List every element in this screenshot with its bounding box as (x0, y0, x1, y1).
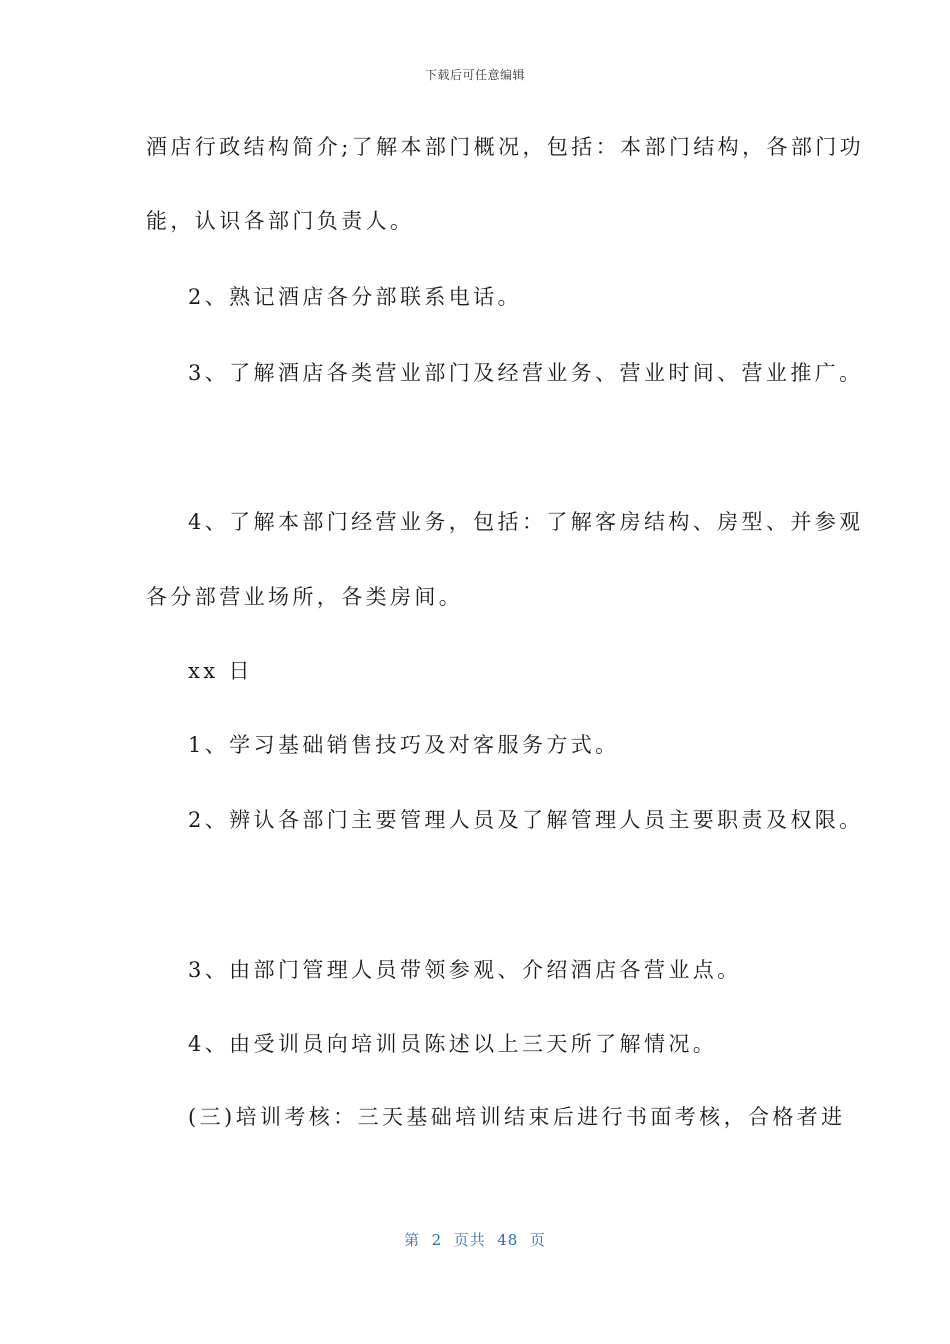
body-line-7: xx 日 (188, 659, 253, 683)
body-line-12: (三)培训考核：三天基础培训结束后进行书面考核，合格者进 (188, 1105, 846, 1129)
body-line-8: 1、学习基础销售技巧及对客服务方式。 (188, 733, 620, 757)
page-header: 下载后可任意编辑 (424, 68, 525, 82)
body-line-2: 能，认识各部门负责人。 (146, 209, 415, 233)
page-footer: 第 2 页共 48 页 (404, 1231, 546, 1249)
body-line-11: 4、由受训员向培训员陈述以上三天所了解情况。 (188, 1032, 718, 1056)
body-line-9: 2、辨认各部门主要管理人员及了解管理人员主要职责及权限。 (188, 808, 864, 832)
body-line-3: 2、熟记酒店各分部联系电话。 (188, 285, 522, 309)
body-line-10: 3、由部门管理人员带领参观、介绍酒店各营业点。 (188, 958, 742, 982)
body-line-4: 3、了解酒店各类营业部门及经营业务、营业时间、营业推广。 (188, 361, 864, 385)
body-line-6: 各分部营业场所，各类房间。 (146, 585, 464, 609)
body-line-5: 4、了解本部门经营业务，包括：了解客房结构、房型、并参观 (188, 510, 864, 534)
body-line-1: 酒店行政结构简介;了解本部门概况，包括：本部门结构，各部门功 (146, 135, 865, 159)
